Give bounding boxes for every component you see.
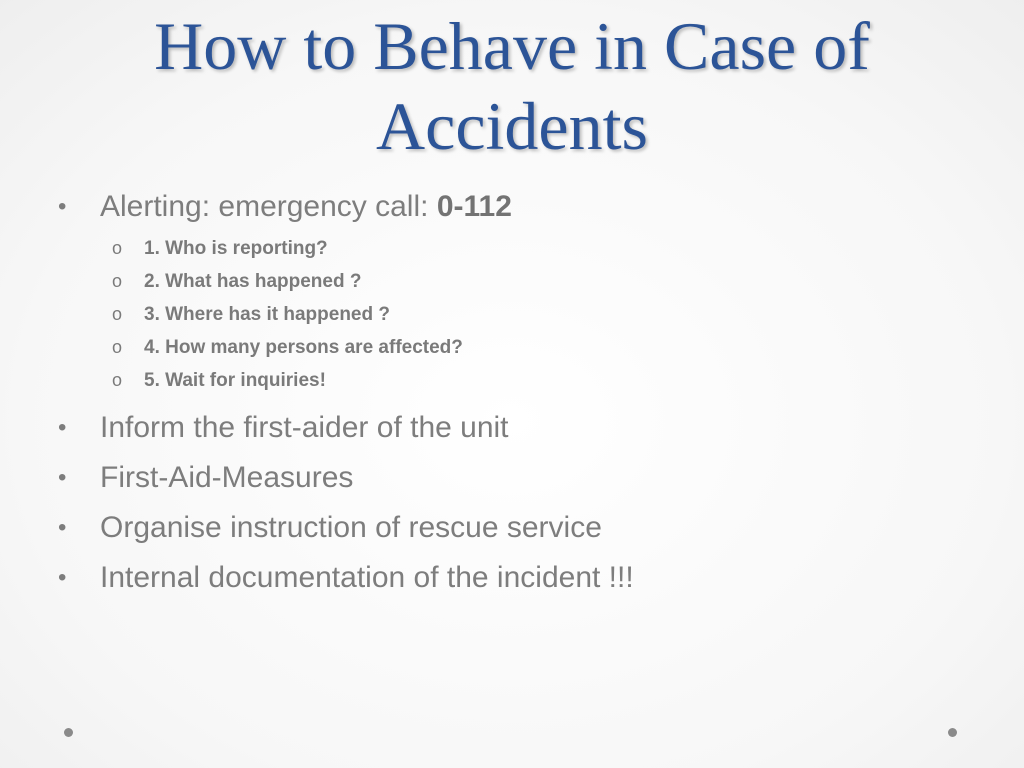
sub-item	[58, 298, 958, 331]
decorative-dot-icon	[948, 728, 957, 737]
bullet-item-text: Organise instruction of rescue service	[100, 511, 602, 544]
bullet-alerting-text: Alerting: emergency call:	[100, 190, 437, 223]
circle-bullet-icon: o	[112, 304, 123, 324]
bullet-item	[58, 503, 958, 553]
sub-item-text: 4. How many persons are affected?	[144, 337, 463, 358]
bullet-dot-icon: •	[58, 564, 67, 591]
circle-bullet-icon: o	[112, 271, 123, 291]
bullet-dot-icon: •	[58, 193, 67, 220]
bullet-alerting	[58, 182, 958, 232]
slide-title-line-1: How to Behave in Case of	[154, 8, 870, 84]
emergency-number: 0-112	[436, 190, 512, 223]
sub-item	[58, 364, 958, 397]
bullet-item	[58, 553, 958, 603]
slide-title-line-2: Accidents	[376, 88, 648, 164]
circle-bullet-icon: o	[112, 370, 123, 390]
bullet-item	[58, 403, 958, 453]
bullet-item-text: First-Aid-Measures	[100, 461, 354, 494]
sub-item-text: 1. Who is reporting?	[144, 238, 328, 259]
bullet-item-text: Internal documentation of the incident !!!	[100, 561, 634, 594]
bullet-dot-icon: •	[58, 464, 67, 491]
sub-item-text: 5. Wait for inquiries!	[144, 370, 326, 391]
sub-item-text: 3. Where has it happened ?	[144, 304, 390, 325]
bullet-dot-icon: •	[58, 514, 67, 541]
slide-title	[40, 6, 984, 166]
bullet-item	[58, 453, 958, 503]
decorative-dot-icon	[64, 728, 73, 737]
sub-item	[58, 331, 958, 364]
circle-bullet-icon: o	[112, 337, 123, 357]
bullet-item-text: Inform the first-aider of the unit	[100, 411, 509, 444]
sub-item-text: 2. What has happened ?	[144, 271, 362, 292]
slide-content	[58, 182, 958, 603]
alerting-sub-list	[58, 232, 958, 397]
circle-bullet-icon: o	[112, 238, 123, 258]
sub-item	[58, 265, 958, 298]
sub-item	[58, 232, 958, 265]
bullet-dot-icon: •	[58, 414, 67, 441]
